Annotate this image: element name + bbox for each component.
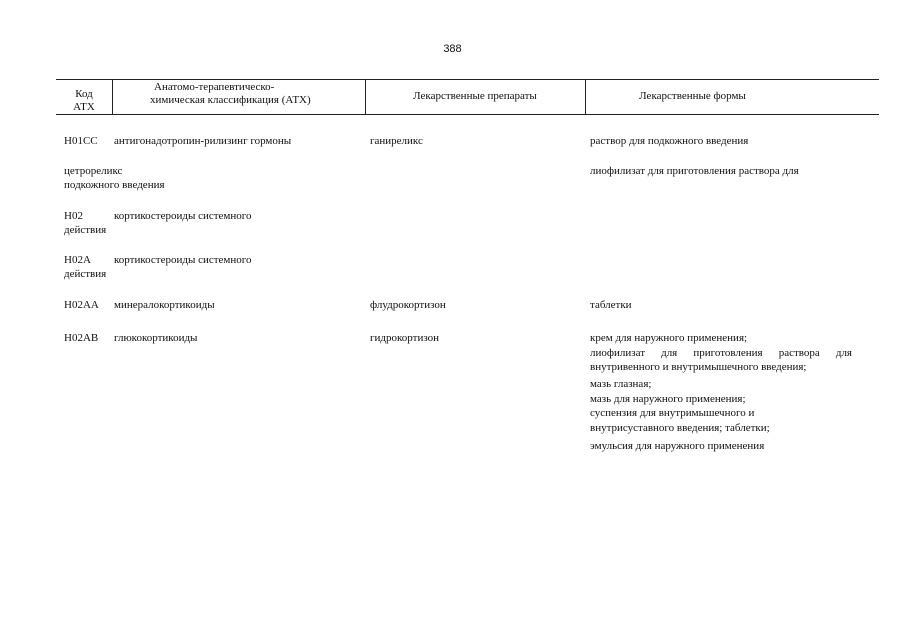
row-cetrorelix-form: лиофилизат для приготовления раствора для xyxy=(590,165,799,177)
row-h02a-name-continuation: действия xyxy=(64,268,107,280)
header-code-line2: АТХ xyxy=(73,101,95,113)
column-divider-code xyxy=(112,79,113,114)
row-h02aa-form: таблетки xyxy=(590,299,632,311)
header-drugs: Лекарственные препараты xyxy=(413,90,537,102)
row-h02aa-name: минералокортикоиды xyxy=(114,299,215,311)
header-class-line1: Анатомо-терапевтическо- xyxy=(154,81,275,93)
row-h02ab-form-5: мазь для наружного применения; xyxy=(590,393,746,405)
row-h02ab-form-2-text: лиофилизат для приготовления раствора для xyxy=(590,347,852,359)
row-h02ab-form-8: эмульсия для наружного применения xyxy=(590,440,765,452)
row-h02ab-form-1: крем для наружного применения; xyxy=(590,332,748,344)
row-h02ab-form-6: суспензия для внутримышечного и xyxy=(590,407,755,419)
row-h02aa-code: H02AA xyxy=(64,299,99,311)
page-number: 388 xyxy=(443,43,462,55)
row-h02-code: H02 xyxy=(64,210,83,222)
row-h01cc-form: раствор для подкожного введения xyxy=(590,135,749,147)
table-header-bottom-rule xyxy=(56,114,879,115)
header-class-line2: химическая классификация (АТХ) xyxy=(150,94,311,106)
table-top-rule xyxy=(56,79,879,80)
row-h02ab-code: H02AB xyxy=(64,332,99,344)
row-cetrorelix-drug: цетрореликс xyxy=(64,165,123,177)
row-h01cc-code: H01CC xyxy=(64,135,98,147)
row-h01cc-name: антигонадотропин-рилизинг гормоны xyxy=(114,135,292,147)
row-h02-name: кортикостероиды системного xyxy=(114,210,252,222)
row-h02-name-continuation: действия xyxy=(64,224,107,236)
row-h02aa-drug: флудрокортизон xyxy=(370,299,446,311)
header-code-line1: Код xyxy=(75,88,93,100)
row-h01cc-drug: ганиреликс xyxy=(370,135,423,147)
row-h02ab-form-3: внутривенного и внутримышечного введения; xyxy=(590,361,807,373)
row-h02ab-drug: гидрокортизон xyxy=(370,332,439,344)
header-classification xyxy=(150,81,360,107)
header-code xyxy=(56,88,112,114)
row-h02a-code: H02A xyxy=(64,254,91,266)
row-cetrorelix-form-continuation: подкожного введения xyxy=(64,179,165,191)
row-h02a-name: кортикостероиды системного xyxy=(114,254,252,266)
header-forms: Лекарственные формы xyxy=(639,90,746,102)
row-h02ab-form-4: мазь глазная; xyxy=(590,378,652,390)
row-h02ab-name: глюкокортикоиды xyxy=(114,332,198,344)
row-h02ab-form-2 xyxy=(590,346,852,360)
row-h02ab-form-7: внутрисуставного введения; таблетки; xyxy=(590,422,770,434)
